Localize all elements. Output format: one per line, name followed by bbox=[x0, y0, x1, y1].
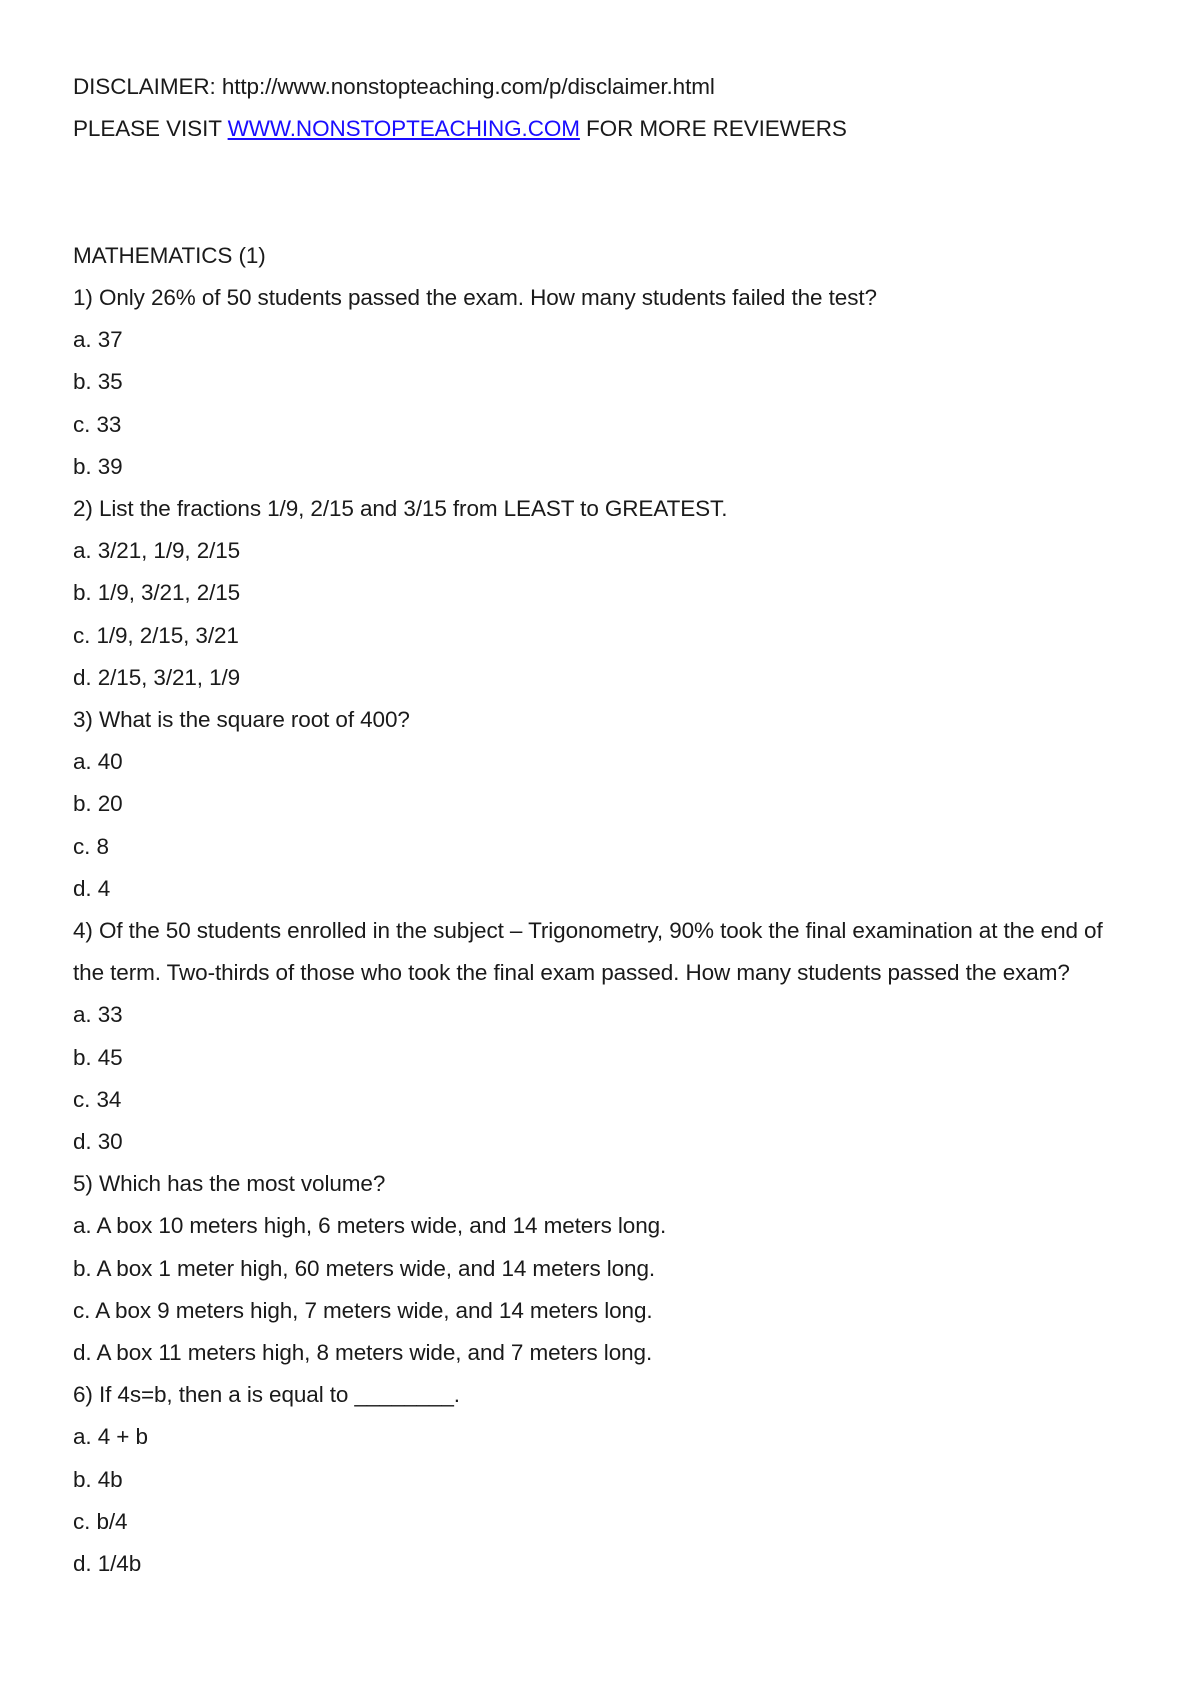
answer-option: c. A box 9 meters high, 7 meters wide, and 14 meters long. bbox=[73, 1297, 653, 1323]
answer-option: b. 35 bbox=[73, 369, 123, 395]
answer-option: c. 8 bbox=[73, 833, 109, 859]
answer-option: d. 1/4b bbox=[73, 1551, 142, 1577]
answer-option: c. 34 bbox=[73, 1086, 122, 1112]
answer-option: b. 4b bbox=[73, 1466, 123, 1492]
website-link[interactable]: WWW.NONSTOPTEACHING.COM bbox=[227, 116, 580, 142]
question-text: 5) Which has the most volume? bbox=[73, 1171, 386, 1197]
disclaimer-line: DISCLAIMER: http://www.nonstopteaching.com/p/disclaimer.html bbox=[73, 74, 715, 99]
answer-option: a. 3/21, 1/9, 2/15 bbox=[73, 538, 241, 564]
answer-option: a. A box 10 meters high, 6 meters wide, and 14 meters long. bbox=[73, 1213, 667, 1239]
answer-option: d. 30 bbox=[73, 1129, 123, 1155]
answer-option: b. 39 bbox=[73, 453, 123, 479]
answer-option: b. 20 bbox=[73, 791, 123, 817]
answer-option: a. 40 bbox=[73, 749, 123, 775]
answer-option: a. 4 + b bbox=[73, 1424, 148, 1450]
visit-suffix: FOR MORE REVIEWERS bbox=[579, 116, 847, 142]
answer-option: c. 33 bbox=[73, 411, 122, 437]
visit-prefix: PLEASE VISIT bbox=[73, 116, 228, 142]
answer-option: c. b/4 bbox=[73, 1508, 128, 1534]
answer-option: b. A box 1 meter high, 60 meters wide, and 14 meters long. bbox=[73, 1255, 656, 1281]
answer-option: d. 4 bbox=[73, 875, 111, 901]
answer-option: d. A box 11 meters high, 8 meters wide, and 7 meters long. bbox=[73, 1340, 653, 1366]
section-title: MATHEMATICS (1) bbox=[73, 242, 266, 268]
question-text: 3) What is the square root of 400? bbox=[73, 707, 410, 733]
answer-option: b. 1/9, 3/21, 2/15 bbox=[73, 580, 241, 606]
visit-line bbox=[73, 108, 1133, 150]
answer-option: a. 33 bbox=[73, 1002, 123, 1028]
answer-option: a. 37 bbox=[73, 327, 123, 353]
answer-option: d. 2/15, 3/21, 1/9 bbox=[73, 664, 241, 690]
question-text: 1) Only 26% of 50 students passed the exam. How many students failed the test? bbox=[73, 285, 877, 310]
answer-option: b. 45 bbox=[73, 1044, 123, 1070]
question-text: 2) List the fractions 1/9, 2/15 and 3/15 from LEAST to GREATEST. bbox=[73, 496, 728, 522]
answer-option: c. 1/9, 2/15, 3/21 bbox=[73, 622, 239, 648]
question-text: 4) Of the 50 students enrolled in the subject – Trigonometry, 90% took the final examination at the end of the term. Two-thirds of those who took the final exam passed. How many students passed the exam? bbox=[73, 918, 1103, 986]
question-text: 6) If 4s=b, then a is equal to ________. bbox=[73, 1382, 460, 1408]
blank-gap bbox=[73, 150, 1133, 234]
document-page bbox=[73, 66, 1133, 1585]
